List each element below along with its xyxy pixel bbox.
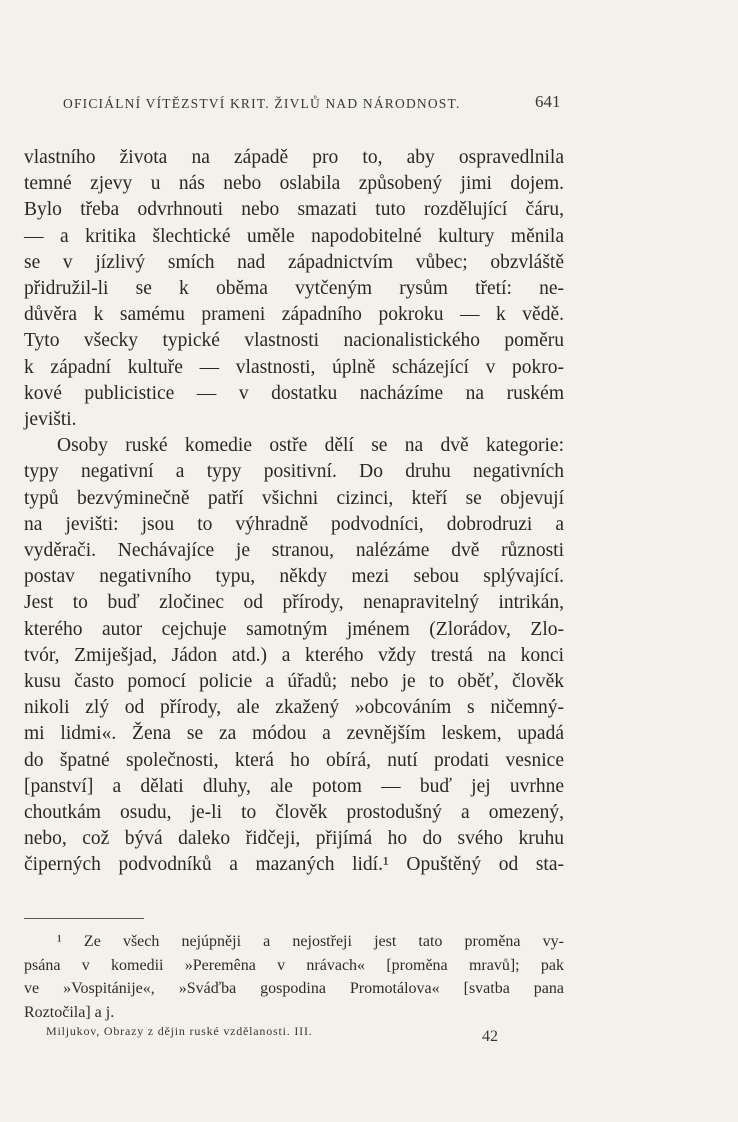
text-line: čiperných podvodníků a mazaných lidí.¹ Opuštěný od sta- [24, 854, 564, 876]
text-line: přidružil-li se k oběma vytčeným rysům třetí: ne- [24, 278, 564, 300]
text-line: typů bezvýminečně patří všichni cizinci, kteří se objevují [24, 487, 564, 509]
footnote-line: ¹ Ze všech nejúpněji a nejostřeji jest tato proměna vy- [57, 933, 564, 950]
text-line: k západní kultuře — vlastnosti, úplně scházející v pokro- [24, 356, 564, 378]
text-line: choutkám osudu, je-li to člověk prostodušný a omezený, [24, 802, 564, 824]
page-number: 641 [535, 92, 561, 111]
main-text [24, 145, 564, 879]
text-line: se v jízlivý smích nad západnictvím vůbec; obzvláště [24, 251, 564, 273]
text-line: vlastního života na západě pro to, aby ospravedlnila [24, 147, 564, 168]
text-line: — a kritika šlechtické uměle napodobitelné kultury měnila [24, 225, 564, 247]
text-line: Osoby ruské komedie ostře dělí se na dvě kategorie: [57, 435, 564, 457]
text-line: vyděrači. Nechávajíce je stranou, nalézáme dvě různosti [24, 540, 564, 562]
footnote-line: ve »Vospitánije«, »Sváďba gospodina Promotálova« [svatba pana [24, 980, 564, 997]
signature-mark: 42 [482, 1028, 498, 1045]
text-line: Bylo třeba odvrhnouti nebo smazati tuto rozdělující čáru, [24, 199, 564, 221]
text-line: tvór, Zmiješjad, Jádon atd.) a kterého vždy trestá na konci [24, 644, 564, 666]
footnote [24, 930, 564, 1024]
footnote-line: psána v komedii »Peremêna v nrávach« [proměna mravů]; pak [24, 956, 564, 974]
text-line: Tyto všecky typické vlastnosti nacionalistického poměru [24, 330, 564, 352]
text-line: nikoli zlý od přírody, ale zkažený »obcováním s ničemný- [24, 697, 564, 719]
text-line: nebo, což bývá daleko řidčeji, přijímá ho do svého kruhu [24, 828, 564, 850]
text-line: kové publicistice — v dostatku nacházíme na ruském [24, 382, 564, 404]
text-line: postav negativního typu, někdy mezi sebou splývající. [24, 566, 564, 588]
book-citation: Miljukov, Obrazy z dějin ruské vzdělanosti. III. [46, 1024, 313, 1038]
text-line: jevišti. [24, 409, 77, 431]
text-line: Jest to buď zločinec od přírody, nenapravitelný intrikán, [24, 592, 564, 614]
text-line: do špatné společnosti, která ho obírá, nutí prodati vesnice [24, 749, 564, 771]
text-line: temné zjevy u nás nebo oslabila způsobený jimi dojem. [24, 173, 564, 195]
text-line: kterého autor cejchuje samotným jménem (Zlorádov, Zlo- [24, 618, 564, 640]
text-line: [panství] a dělati dluhy, ale potom — buď jej uvrhne [24, 775, 564, 797]
text-line: důvěra k samému prameni západního pokroku — k vědě. [24, 304, 564, 326]
running-header: OFICIÁLNÍ VÍTĚZSTVÍ KRIT. ŽIVLŮ NAD NÁRODNOST. [63, 96, 461, 111]
footnote-line: Roztočila] a j. [24, 1003, 115, 1021]
text-line: na jevišti: jsou to výhradně podvodníci, dobrodruzi a [24, 513, 564, 535]
text-line: mi lidmi«. Žena se za módou a zevnějším leskem, upadá [24, 723, 564, 745]
text-line: typy negativní a typy positivní. Do druhu negativních [24, 461, 564, 483]
text-line: kusu často pomocí policie a úřadů; nebo je to oběť, člověk [24, 671, 564, 693]
footnote-divider [24, 918, 144, 919]
